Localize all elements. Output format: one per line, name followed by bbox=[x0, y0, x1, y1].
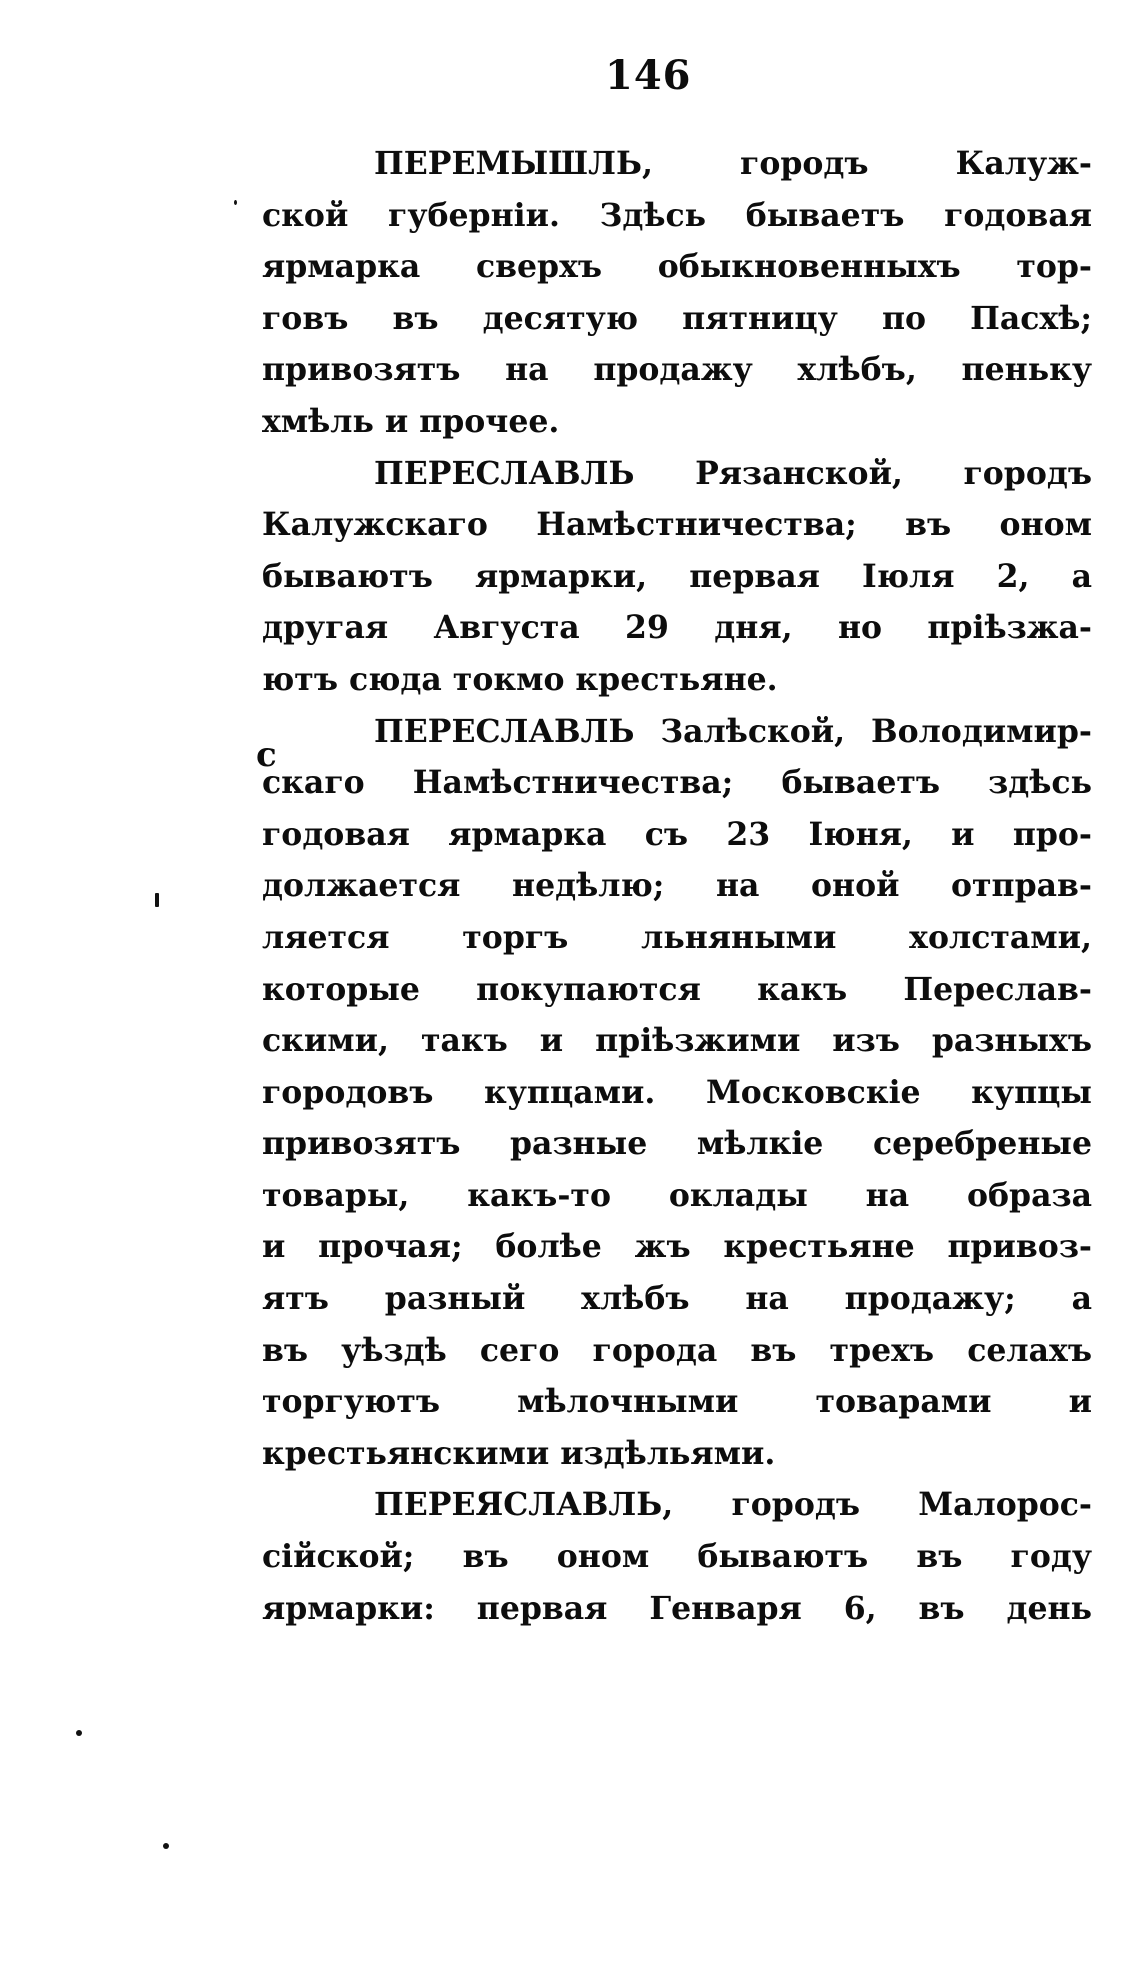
text-line: хмѣль и прочее. bbox=[262, 402, 560, 440]
text-line: ПЕРЕСЛАВЛЬ Залѣской, Володимир- bbox=[374, 712, 1092, 750]
text-line: скими, такъ и пріѣзжими изъ разныхъ bbox=[262, 1022, 1092, 1060]
print-speck bbox=[163, 1843, 169, 1849]
page-body-text bbox=[262, 138, 1092, 1634]
text-line: ярмарки: первая Генваря 6, въ день bbox=[262, 1589, 1092, 1627]
print-speck bbox=[76, 1730, 82, 1736]
text-line: въ уѣздѣ сего города въ трехъ селахъ bbox=[262, 1331, 1092, 1369]
text-line: городовъ купцами. Московскіе купцы bbox=[262, 1073, 1092, 1111]
text-line: ютъ сюда токмо крестьяне. bbox=[262, 660, 778, 698]
print-speck bbox=[155, 893, 159, 907]
page-number: 146 bbox=[605, 52, 692, 99]
text-line: скаго Намѣстничества; бываетъ здѣсь bbox=[262, 764, 1092, 802]
text-line: привозятъ разные мѣлкіе серебреные bbox=[262, 1125, 1092, 1163]
text-line: бываютъ ярмарки, первая Іюля 2, а bbox=[262, 557, 1092, 595]
text-line: ятъ разный хлѣбъ на продажу; а bbox=[262, 1280, 1092, 1318]
text-line: ПЕРЕМЫШЛЬ, городъ Калуж- bbox=[374, 145, 1092, 182]
text-line: годовая ярмарка съ 23 Іюня, и про- bbox=[262, 815, 1092, 853]
text-line: крестьянскими издѣльями. bbox=[262, 1434, 776, 1472]
text-line: и прочая; болѣе жъ крестьяне привоз- bbox=[262, 1228, 1092, 1266]
text-line: торгуютъ мѣлочными товарами и bbox=[262, 1383, 1092, 1421]
text-line: ПЕРЕСЛАВЛЬ Рязанской, городъ bbox=[374, 454, 1092, 492]
text-line: ярмарка сверхъ обыкновенныхъ тор- bbox=[262, 248, 1092, 286]
text-line: товары, какъ-то оклады на образа bbox=[262, 1176, 1092, 1214]
text-line: говъ въ десятую пятницу по Пасхѣ; bbox=[262, 299, 1092, 337]
text-line: другая Августа 29 дня, но пріѣзжа- bbox=[262, 609, 1092, 647]
text-line: ПЕРЕЯСЛАВЛЬ, городъ Малорос- bbox=[374, 1486, 1092, 1524]
text-line: привозятъ на продажу хлѣбъ, пеньку bbox=[262, 351, 1092, 389]
text-line: Калужскаго Намѣстничества; въ оном bbox=[262, 506, 1092, 544]
text-line: ской губерніи. Здѣсь бываетъ годовая bbox=[262, 196, 1092, 234]
text-line: сійской; въ оном бываютъ въ году bbox=[262, 1538, 1092, 1576]
print-speck bbox=[234, 200, 237, 205]
text-line: которые покупаются какъ Переслав- bbox=[262, 970, 1092, 1008]
text-line: ляется торгъ льняными холстами, bbox=[262, 918, 1092, 956]
text-line: должается недѣлю; на оной отправ- bbox=[262, 867, 1092, 905]
marginal-letter: с bbox=[256, 735, 277, 775]
